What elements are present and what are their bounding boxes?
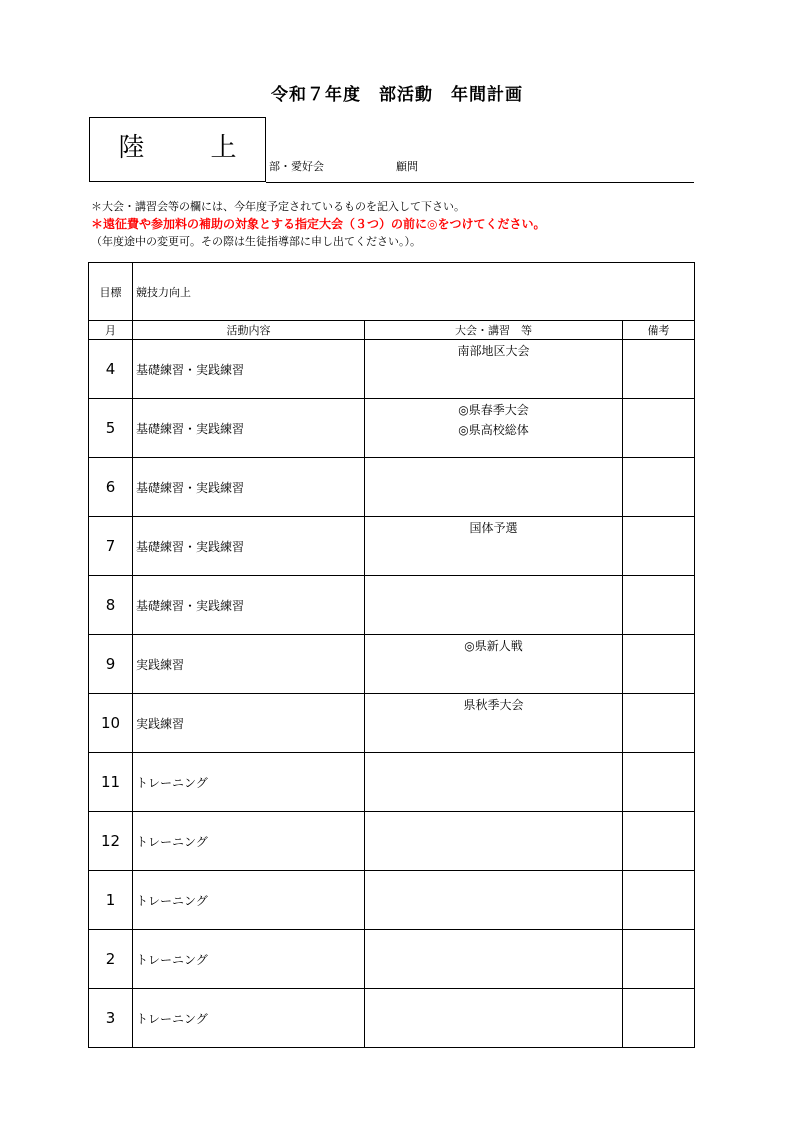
month-cell: 5: [89, 399, 133, 458]
month-cell: 7: [89, 517, 133, 576]
table-row: [89, 576, 695, 635]
table-row: [89, 635, 695, 694]
month-cell: 6: [89, 458, 133, 517]
activity-cell[interactable]: 基礎練習・実践練習: [133, 517, 365, 576]
remarks-cell[interactable]: [623, 635, 695, 694]
events-cell[interactable]: [365, 458, 623, 517]
goal-text[interactable]: 競技力向上: [133, 263, 695, 321]
remarks-cell[interactable]: [623, 340, 695, 399]
month-cell: 11: [89, 753, 133, 812]
activity-cell[interactable]: トレーニング: [133, 930, 365, 989]
event-item: 県秋季大会: [463, 698, 524, 712]
table-row: [89, 399, 695, 458]
month-cell: 4: [89, 340, 133, 399]
events-cell[interactable]: [365, 635, 623, 694]
header-remarks: 備考: [623, 321, 695, 340]
remarks-cell[interactable]: [623, 399, 695, 458]
table-header-row: [89, 321, 695, 340]
events-cell[interactable]: [365, 930, 623, 989]
note-changes: （年度途中の変更可。その際は生徒指導部に申し出てください。）。: [91, 235, 421, 248]
remarks-cell[interactable]: [623, 694, 695, 753]
table-row: [89, 458, 695, 517]
header-month: 月: [89, 321, 133, 340]
remarks-cell[interactable]: [623, 812, 695, 871]
events-cell[interactable]: [365, 871, 623, 930]
events-cell[interactable]: [365, 517, 623, 576]
activity-cell[interactable]: トレーニング: [133, 812, 365, 871]
events-cell[interactable]: [365, 989, 623, 1048]
events-cell[interactable]: [365, 399, 623, 458]
activity-cell[interactable]: 実践練習: [133, 694, 365, 753]
month-cell: 9: [89, 635, 133, 694]
events-cell[interactable]: [365, 694, 623, 753]
activity-cell[interactable]: 実践練習: [133, 635, 365, 694]
table-row: [89, 989, 695, 1048]
club-type-label: 部・愛好会: [269, 160, 324, 173]
activity-cell[interactable]: 基礎練習・実践練習: [133, 340, 365, 399]
annual-plan-table: [88, 262, 695, 1048]
activity-cell[interactable]: 基礎練習・実践練習: [133, 576, 365, 635]
events-cell[interactable]: [365, 576, 623, 635]
event-item: ◎県高校総体: [458, 423, 529, 437]
table-row: [89, 753, 695, 812]
month-cell: 10: [89, 694, 133, 753]
remarks-cell[interactable]: [623, 458, 695, 517]
event-item: 国体予選: [469, 521, 518, 535]
page-title: 令和７年度 部活動 年間計画: [271, 85, 523, 105]
remarks-cell[interactable]: [623, 871, 695, 930]
activity-cell[interactable]: 基礎練習・実践練習: [133, 458, 365, 517]
note-designated-events: ＊遠征費や参加料の補助の対象とする指定大会（３つ）の前に◎をつけてください。: [91, 217, 546, 231]
table-row: [89, 812, 695, 871]
month-cell: 8: [89, 576, 133, 635]
remarks-cell[interactable]: [623, 753, 695, 812]
activity-cell[interactable]: トレーニング: [133, 989, 365, 1048]
events-cell[interactable]: [365, 753, 623, 812]
advisor-underline: [266, 182, 694, 183]
note-instructions: ＊大会・講習会等の欄には、今年度予定されているものを記入して下さい。: [91, 200, 465, 213]
remarks-cell[interactable]: [623, 930, 695, 989]
month-cell: 1: [89, 871, 133, 930]
table-row: [89, 930, 695, 989]
table-row: [89, 694, 695, 753]
month-cell: 3: [89, 989, 133, 1048]
events-cell[interactable]: [365, 340, 623, 399]
header-activity: 活動内容: [133, 321, 365, 340]
event-item: 南部地区大会: [457, 344, 530, 358]
activity-cell[interactable]: トレーニング: [133, 871, 365, 930]
goal-label: 目標: [89, 263, 133, 321]
events-cell[interactable]: [365, 812, 623, 871]
table-row: [89, 871, 695, 930]
remarks-cell[interactable]: [623, 989, 695, 1048]
header-events: 大会・講習 等: [365, 321, 623, 340]
month-cell: 2: [89, 930, 133, 989]
activity-cell[interactable]: 基礎練習・実践練習: [133, 399, 365, 458]
month-cell: 12: [89, 812, 133, 871]
club-name-box[interactable]: 陸 上: [89, 117, 266, 182]
table-row: [89, 517, 695, 576]
table-row: [89, 340, 695, 399]
activity-cell[interactable]: トレーニング: [133, 753, 365, 812]
goal-row: [89, 263, 695, 321]
remarks-cell[interactable]: [623, 517, 695, 576]
event-item: ◎県新人戦: [464, 639, 523, 653]
remarks-cell[interactable]: [623, 576, 695, 635]
advisor-label: 顧問: [396, 160, 418, 173]
event-item: ◎県春季大会: [458, 403, 529, 417]
